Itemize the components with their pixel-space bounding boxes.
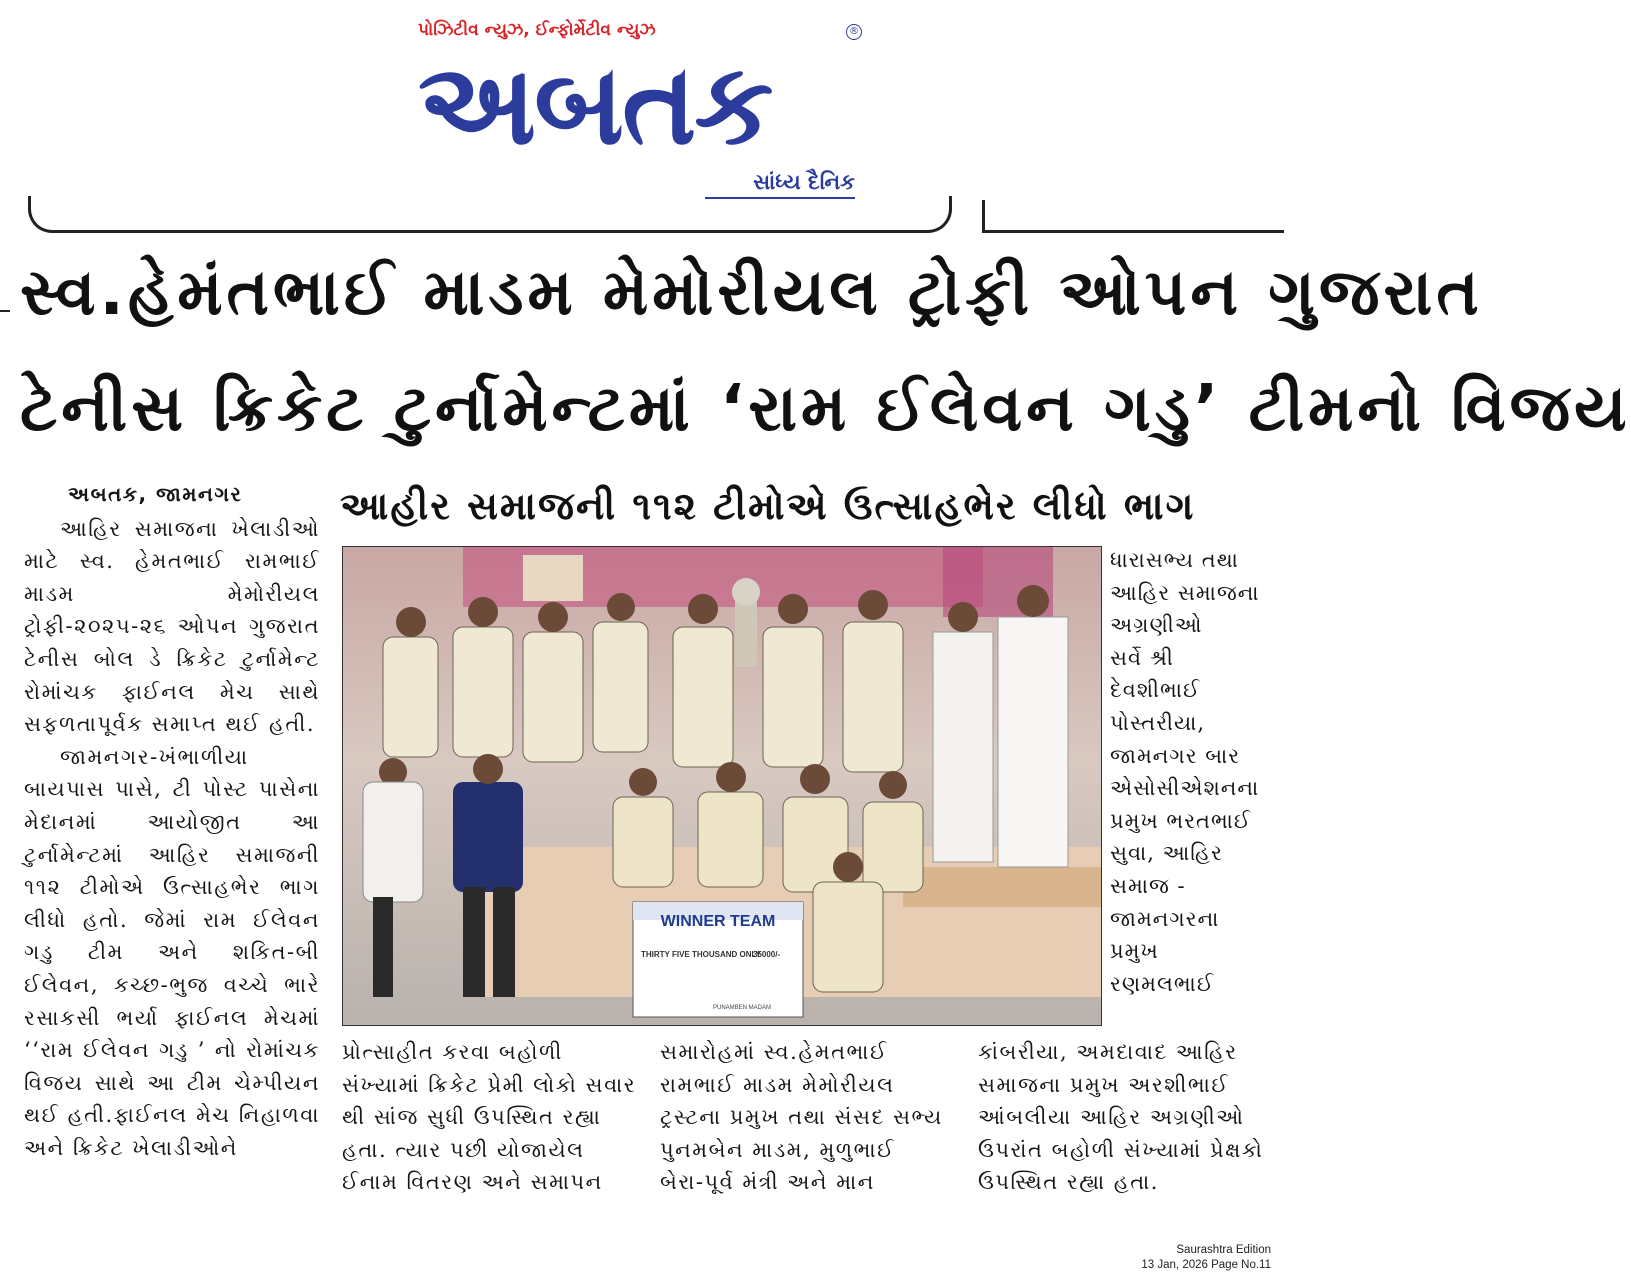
- text-line: સમારોહમાં સ્વ.હેમતભાઈ: [660, 1040, 888, 1064]
- margin-tick: [0, 310, 10, 312]
- subheadline: આહીર સમાજની ૧૧૨ ટીમોએ ઉત્સાહભેર લીધો ભાગ: [340, 484, 1196, 528]
- date-page: 13 Jan, 2026 Page No.11: [1141, 1259, 1271, 1271]
- winners-team-photo: [342, 546, 1102, 1026]
- logo-subtitle: સાંધ્ય દૈનિક: [705, 170, 855, 199]
- text-line: આંબલીયા આહિર અગ્રણીઓ: [978, 1105, 1245, 1130]
- text-line: સંખ્યામાં ક્રિકેટ પ્રેમી લોકો સવાર: [342, 1072, 637, 1097]
- text-line: અગ્રણીઓ: [1110, 613, 1203, 638]
- dateline: અબતક, જામનગર: [68, 482, 243, 506]
- text-line: રણમલભાઈ: [1110, 971, 1215, 996]
- tagline: પોઝિટીવ ન્યુઝ, ઈન્ફોર્મેટીવ ન્યુઝ: [418, 20, 656, 40]
- cheque-title: WINNER TEAM: [660, 913, 776, 930]
- text-line: પ્રોત્સાહીત કરવા બહોળી: [342, 1040, 563, 1064]
- cheque-amount: 35000/-: [753, 950, 781, 959]
- article-column-2: [342, 1036, 642, 1199]
- paragraph: જામનગર-ખંભાળીયા બાયપાસ પાસે, ટી પોસ્ટ પાસેના મેદાનમાં આયોજીત આ ટુર્નામેન્ટમાં આહિર સમાજની ૧૧૨ ટીમોએ ઉત્સાહભેર ભાગ લીધો હતો. જેમાં રામ ઈલેવન ગડુ ટીમ અને શકિત-બી ઈલેવન, કચ્છ-ભુજ વચ્ચે ભારે રસાકસી ભર્યા ફાઈનલ મેચમાં ‘‘રામ ઈલેવન ગડુ ’ નો રોમાંચક વિજય સાથે આ ટીમ ચેમ્પીયન થઈ હતી.ફાઈનલ મેચ નિહાળવા અને ક્રિકેટ ખેલાડીઓને: [24, 744, 320, 1160]
- text-line: પોસ્તરીયા,: [1110, 710, 1206, 735]
- text-line: ઉપરાંત બહોળી સંખ્યામાં પ્રેક્ષકો: [978, 1137, 1264, 1162]
- article-column-4: [978, 1036, 1274, 1199]
- text-line: ઉપસ્થિત રહ્યા હતા.: [978, 1170, 1159, 1195]
- article-column-3: [660, 1036, 960, 1199]
- text-line: ઈનામ વિતરણ અને સમાપન: [342, 1170, 603, 1195]
- text-line: ટ્રસ્ટના પ્રમુખ તથા સંસદ સભ્ય: [660, 1105, 943, 1130]
- cheque-words: THIRTY FIVE THOUSAND ONLY: [641, 950, 762, 959]
- text-line: પ્રમુખ ભરતભાઈ: [1110, 808, 1252, 833]
- paragraph: આહિર સમાજના ખેલાડીઓ માટે સ્વ. હેમતભાઈ રામભાઈ માડમ મેમોરીયલ ટ્રોફી-૨૦૨૫-૨૬ ઓપન ગુજરાત ટેનીસ બોલ ડે ક્રિકેટ ટુર્નામેન્ટ રોમાંચક ફાઈનલ મેચ સાથે સફળતાપૂર્વક સમાપ્ત થઈ હતી.: [24, 516, 320, 737]
- masthead-divider-right: [982, 200, 1284, 233]
- text-line: બેરા-પૂર્વ મંત્રી અને માન: [660, 1170, 875, 1195]
- article-column-right: [1110, 544, 1274, 1000]
- headline-line-1: સ્વ.હેમંતભાઈ માડમ મેમોરીયલ ટ્રોફી ઓપન ગુજરાત: [20, 256, 1483, 330]
- text-line: થી સાંજ સુધી ઉપસ્થિત રહ્યા: [342, 1105, 602, 1130]
- cheque-signature: PUNAMBEN MADAM: [713, 1005, 772, 1011]
- text-line: હતા. ત્યાર પછી યોજાયેલ: [342, 1137, 585, 1162]
- text-line: દેવશીભાઈ: [1110, 678, 1201, 703]
- masthead: [0, 0, 1281, 240]
- text-line: સર્વે શ્રી: [1110, 645, 1174, 670]
- text-line: જામનગરના: [1110, 906, 1220, 931]
- text-line: કાંબરીયા, અમદાવાદ આહિર: [978, 1040, 1238, 1064]
- text-line: ધારાસભ્ય તથા: [1110, 548, 1239, 572]
- headline-line-2: ટેનીસ ક્રિકેટ ટુર્નામેન્ટમાં ‘રામ ઈલેવન ગડુ’ ટીમનો વિજય: [20, 372, 1631, 446]
- text-line: જામનગર બાર: [1110, 743, 1241, 768]
- text-line: સમાજ -: [1110, 873, 1186, 898]
- text-line: સુવા, આહિર: [1110, 841, 1223, 866]
- article-column-1: [24, 478, 320, 1164]
- text-line: આહિર સમાજના: [1110, 580, 1260, 605]
- photo-illustration: [343, 547, 1101, 1025]
- text-line: એસોસીએશનના: [1110, 776, 1260, 801]
- newspaper-logo: અબતક: [418, 40, 772, 170]
- text-line: પુનમબેન માડમ, મુળુભાઈ: [660, 1137, 895, 1162]
- edition-name: Saurashtra Edition: [1176, 1244, 1271, 1256]
- text-line: સમાજના પ્રમુખ અરશીભાઈ: [978, 1072, 1230, 1097]
- masthead-divider: [28, 196, 952, 233]
- text-line: રામભાઈ માડમ મેમોરીયલ: [660, 1072, 895, 1097]
- registered-mark: ®: [846, 24, 862, 40]
- text-line: પ્રમુખ: [1110, 939, 1159, 964]
- edition-footer: [1121, 1243, 1271, 1273]
